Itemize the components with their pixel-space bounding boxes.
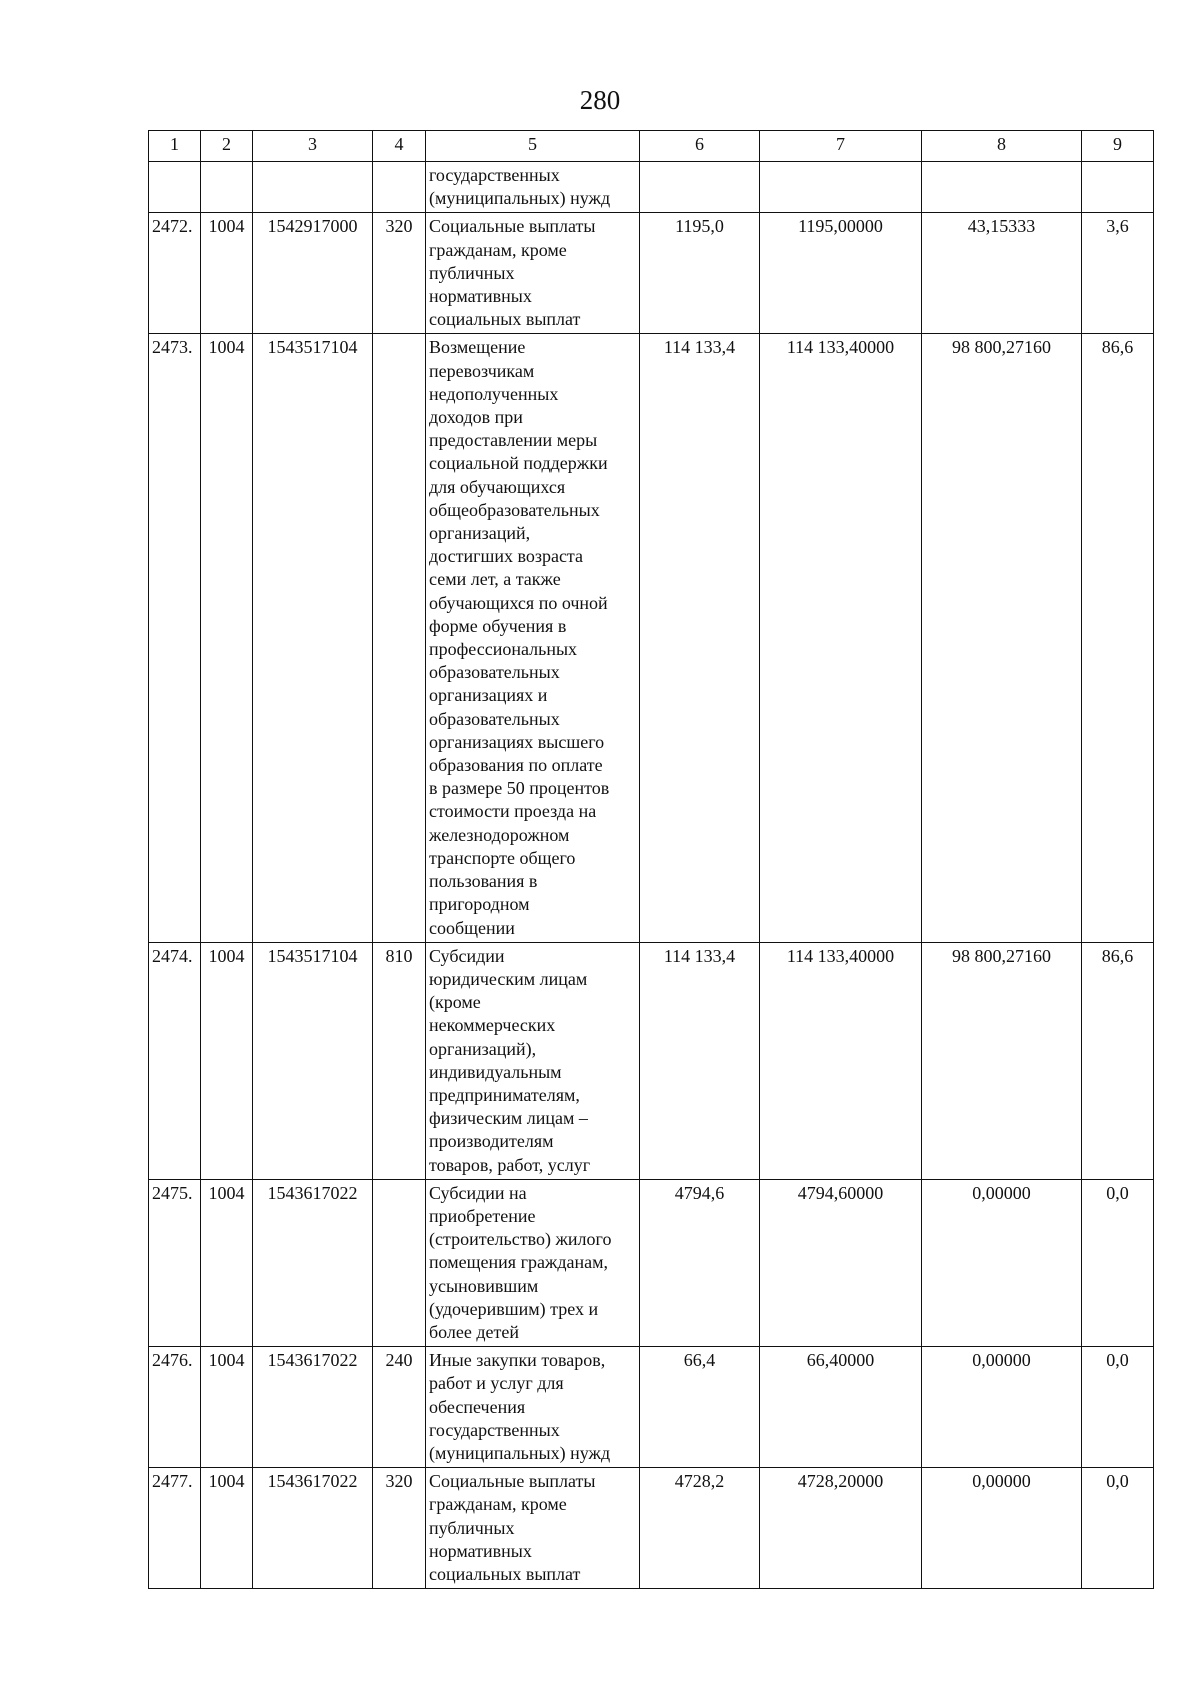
description-line: некоммерческих bbox=[429, 1015, 556, 1036]
section-code-cell: 1004 bbox=[201, 1347, 253, 1468]
description-line: индивидуальным bbox=[429, 1061, 562, 1082]
description-cell bbox=[426, 213, 640, 334]
description-line: организаций), bbox=[429, 1038, 537, 1059]
refined-amount-cell: 4728,20000 bbox=[760, 1468, 922, 1589]
description-line: обеспечения bbox=[429, 1396, 526, 1417]
table-row bbox=[149, 213, 1154, 334]
refined-amount-cell: 4794,60000 bbox=[760, 1179, 922, 1346]
description-line: доходов при bbox=[429, 407, 523, 428]
refined-amount-cell: 1195,00000 bbox=[760, 213, 922, 334]
description-line: сообщении bbox=[429, 917, 515, 938]
row-number-cell: 2472. bbox=[149, 213, 201, 334]
row-number-cell: 2477. bbox=[149, 1468, 201, 1589]
description-line: Иные закупки товаров, bbox=[429, 1350, 606, 1371]
description-line: профессиональных bbox=[429, 639, 578, 660]
column-header: 1 bbox=[149, 131, 201, 162]
description-line: предпринимателям, bbox=[429, 1084, 580, 1105]
description-line: в размере 50 процентов bbox=[429, 778, 610, 799]
percent-cell bbox=[1082, 162, 1154, 213]
column-header: 4 bbox=[373, 131, 426, 162]
description-line: перевозчикам bbox=[429, 360, 535, 381]
target-code-cell bbox=[253, 162, 373, 213]
executed-amount-cell: 98 800,27160 bbox=[922, 942, 1082, 1179]
table-row bbox=[149, 942, 1154, 1179]
description-line: образования по оплате bbox=[429, 755, 603, 776]
description-line: (кроме bbox=[429, 992, 481, 1013]
section-code-cell bbox=[201, 162, 253, 213]
plan-amount-cell: 66,4 bbox=[640, 1347, 760, 1468]
expense-type-cell bbox=[373, 1179, 426, 1346]
row-number-cell: 2473. bbox=[149, 334, 201, 942]
description-line: образовательных bbox=[429, 708, 560, 729]
description-cell bbox=[426, 162, 640, 213]
table-row bbox=[149, 162, 1154, 213]
description-line: Социальные выплаты bbox=[429, 216, 596, 237]
description-line: усыновившим bbox=[429, 1275, 539, 1296]
executed-amount-cell: 0,00000 bbox=[922, 1179, 1082, 1346]
column-number-row bbox=[149, 131, 1154, 162]
description-line: помещения гражданам, bbox=[429, 1252, 609, 1273]
executed-amount-cell: 98 800,27160 bbox=[922, 334, 1082, 942]
plan-amount-cell: 4728,2 bbox=[640, 1468, 760, 1589]
table-row bbox=[149, 1468, 1154, 1589]
table-body bbox=[149, 162, 1154, 1589]
description-line: предоставлении меры bbox=[429, 430, 598, 451]
description-line: (строительство) жилого bbox=[429, 1229, 612, 1250]
description-line: публичных bbox=[429, 262, 515, 283]
percent-cell: 0,0 bbox=[1082, 1179, 1154, 1346]
percent-cell: 86,6 bbox=[1082, 334, 1154, 942]
description-line: (удочерившим) трех и bbox=[429, 1298, 599, 1319]
plan-amount-cell: 114 133,4 bbox=[640, 942, 760, 1179]
target-code-cell: 1543617022 bbox=[253, 1179, 373, 1346]
description-line: организаций, bbox=[429, 523, 531, 544]
description-line: нормативных bbox=[429, 286, 532, 307]
description-line: Возмещение bbox=[429, 337, 526, 358]
description-line: работ и услуг для bbox=[429, 1373, 564, 1394]
expense-type-cell bbox=[373, 334, 426, 942]
page-number: 280 bbox=[579, 85, 621, 115]
column-header: 5 bbox=[426, 131, 640, 162]
refined-amount-cell: 66,40000 bbox=[760, 1347, 922, 1468]
expense-type-cell: 320 bbox=[373, 213, 426, 334]
table-row bbox=[149, 1347, 1154, 1468]
column-header: 6 bbox=[640, 131, 760, 162]
plan-amount-cell: 1195,0 bbox=[640, 213, 760, 334]
description-line: социальных выплат bbox=[429, 309, 581, 330]
description-line: государственных bbox=[429, 1419, 560, 1440]
target-code-cell: 1543617022 bbox=[253, 1468, 373, 1589]
description-line: семи лет, а также bbox=[429, 569, 561, 590]
description-line: Субсидии bbox=[429, 945, 505, 966]
plan-amount-cell bbox=[640, 162, 760, 213]
description-line: физическим лицам – bbox=[429, 1108, 588, 1129]
description-line: стоимости проезда на bbox=[429, 801, 597, 822]
description-cell bbox=[426, 1347, 640, 1468]
executed-amount-cell: 0,00000 bbox=[922, 1468, 1082, 1589]
description-line: Субсидии на bbox=[429, 1182, 527, 1203]
description-line: пригородном bbox=[429, 894, 530, 915]
row-number-cell: 2474. bbox=[149, 942, 201, 1179]
description-line: форме обучения в bbox=[429, 615, 567, 636]
section-code-cell: 1004 bbox=[201, 942, 253, 1179]
description-line: товаров, работ, услуг bbox=[429, 1154, 591, 1175]
target-code-cell: 1543617022 bbox=[253, 1347, 373, 1468]
description-line: публичных bbox=[429, 1517, 515, 1538]
description-line: (муниципальных) нужд bbox=[429, 1442, 611, 1463]
description-line: социальной поддержки bbox=[429, 453, 608, 474]
description-cell bbox=[426, 1468, 640, 1589]
description-line: организациях высшего bbox=[429, 731, 605, 752]
description-line: железнодорожном bbox=[429, 824, 570, 845]
column-header: 7 bbox=[760, 131, 922, 162]
column-header: 8 bbox=[922, 131, 1082, 162]
description-line: для обучающихся bbox=[429, 476, 566, 497]
budget-table bbox=[148, 130, 1154, 1589]
description-line: гражданам, кроме bbox=[429, 239, 567, 260]
plan-amount-cell: 114 133,4 bbox=[640, 334, 760, 942]
description-line: общеобразовательных bbox=[429, 499, 600, 520]
table-row bbox=[149, 334, 1154, 942]
percent-cell: 0,0 bbox=[1082, 1468, 1154, 1589]
row-number-cell: 2476. bbox=[149, 1347, 201, 1468]
description-cell bbox=[426, 942, 640, 1179]
percent-cell: 3,6 bbox=[1082, 213, 1154, 334]
expense-type-cell: 810 bbox=[373, 942, 426, 1179]
description-line: достигших возраста bbox=[429, 546, 584, 567]
percent-cell: 86,6 bbox=[1082, 942, 1154, 1179]
description-line: государственных bbox=[429, 165, 560, 185]
description-line: юридическим лицам bbox=[429, 968, 588, 989]
description-line: (муниципальных) нужд bbox=[429, 188, 611, 209]
description-line: пользования в bbox=[429, 871, 538, 892]
refined-amount-cell: 114 133,40000 bbox=[760, 334, 922, 942]
target-code-cell: 1543517104 bbox=[253, 942, 373, 1179]
description-line: гражданам, кроме bbox=[429, 1494, 567, 1515]
target-code-cell: 1543517104 bbox=[253, 334, 373, 942]
description-line: организациях и bbox=[429, 685, 548, 706]
description-line: недополученных bbox=[429, 383, 559, 404]
section-code-cell: 1004 bbox=[201, 213, 253, 334]
target-code-cell: 1542917000 bbox=[253, 213, 373, 334]
expense-type-cell: 320 bbox=[373, 1468, 426, 1589]
row-number-cell: 2475. bbox=[149, 1179, 201, 1346]
executed-amount-cell: 0,00000 bbox=[922, 1347, 1082, 1468]
description-line: обучающихся по очной bbox=[429, 592, 608, 613]
refined-amount-cell: 114 133,40000 bbox=[760, 942, 922, 1179]
plan-amount-cell: 4794,6 bbox=[640, 1179, 760, 1346]
table-row bbox=[149, 1179, 1154, 1346]
section-code-cell: 1004 bbox=[201, 334, 253, 942]
description-line: социальных выплат bbox=[429, 1563, 581, 1584]
description-cell bbox=[426, 1179, 640, 1346]
description-line: Социальные выплаты bbox=[429, 1471, 596, 1492]
description-line: более детей bbox=[429, 1321, 520, 1342]
expense-type-cell bbox=[373, 162, 426, 213]
percent-cell: 0,0 bbox=[1082, 1347, 1154, 1468]
description-line: образовательных bbox=[429, 662, 560, 683]
section-code-cell: 1004 bbox=[201, 1179, 253, 1346]
description-line: нормативных bbox=[429, 1540, 532, 1561]
description-cell bbox=[426, 334, 640, 942]
refined-amount-cell bbox=[760, 162, 922, 213]
row-number-cell bbox=[149, 162, 201, 213]
executed-amount-cell: 43,15333 bbox=[922, 213, 1082, 334]
expense-type-cell: 240 bbox=[373, 1347, 426, 1468]
column-header: 2 bbox=[201, 131, 253, 162]
executed-amount-cell bbox=[922, 162, 1082, 213]
column-header: 9 bbox=[1082, 131, 1154, 162]
section-code-cell: 1004 bbox=[201, 1468, 253, 1589]
description-line: приобретение bbox=[429, 1205, 536, 1226]
description-line: производителям bbox=[429, 1131, 554, 1152]
description-line: транспорте общего bbox=[429, 847, 576, 868]
column-header: 3 bbox=[253, 131, 373, 162]
